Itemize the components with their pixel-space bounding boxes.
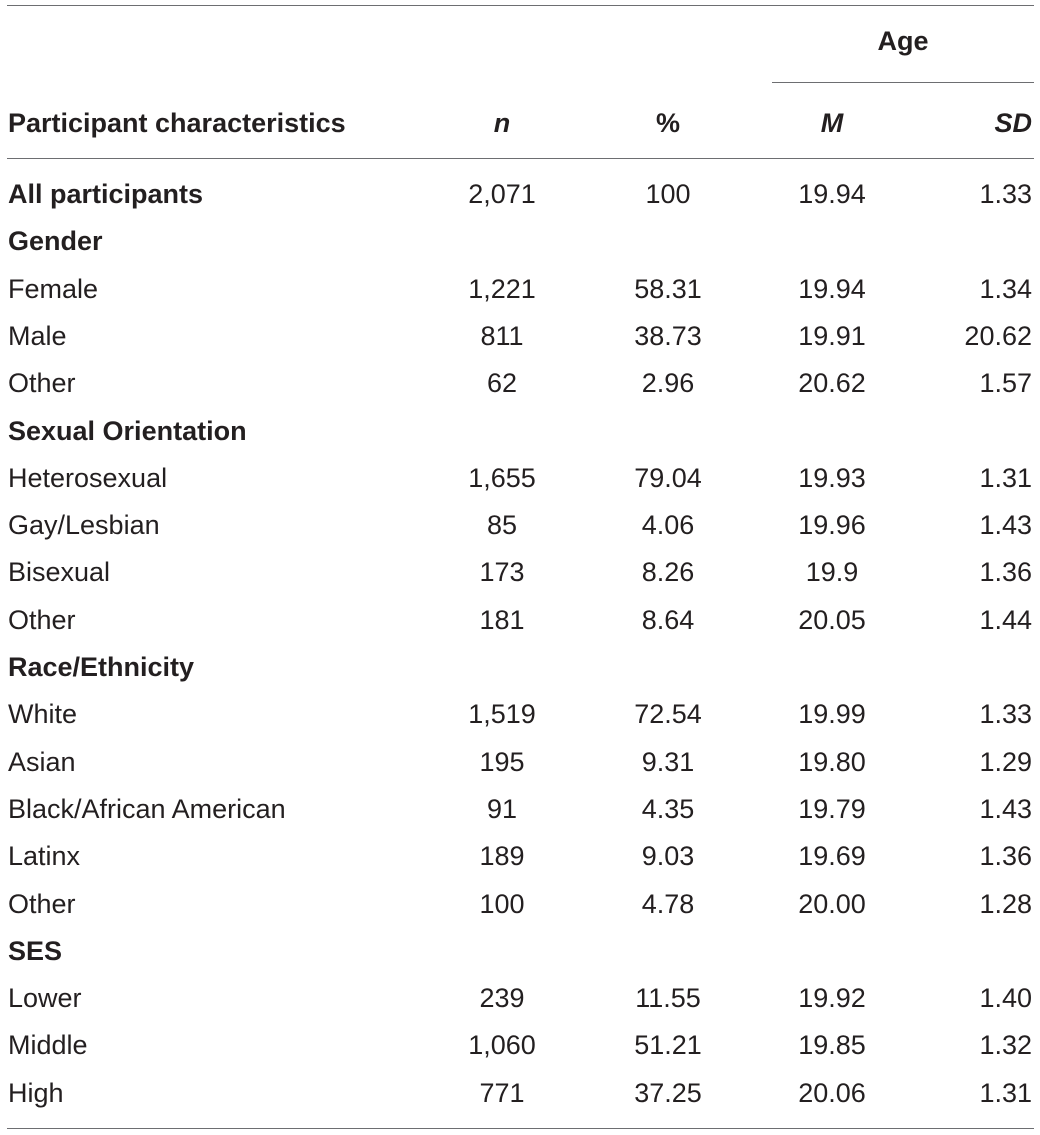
cell-percent: 37.25	[634, 1077, 702, 1108]
row-label: All participants	[8, 179, 204, 209]
cell-sd: 1.29	[979, 746, 1032, 777]
cell-mean: 19.93	[798, 462, 866, 493]
table-row	[0, 366, 1040, 400]
table-section-row	[0, 177, 1040, 211]
cell-percent: 4.78	[641, 888, 695, 919]
header-sd: SD	[994, 108, 1032, 138]
cell-percent: 38.73	[634, 320, 702, 351]
cell-n: 173	[479, 557, 525, 588]
row-label: SES	[8, 935, 63, 966]
cell-sd: 20.62	[964, 320, 1032, 351]
cell-n: 1,655	[468, 462, 536, 493]
cell-percent: 100	[645, 179, 691, 209]
cell-percent: 8.26	[641, 557, 695, 588]
cell-mean: 20.62	[798, 368, 866, 399]
row-label: Other	[8, 604, 76, 635]
cell-percent: 9.03	[641, 841, 695, 872]
top-rule	[7, 5, 1034, 6]
row-label: Black/African American	[8, 793, 286, 824]
cell-mean: 19.85	[798, 1030, 866, 1061]
row-label: Sexual Orientation	[8, 415, 247, 446]
cell-percent: 51.21	[634, 1030, 702, 1061]
row-label: Lower	[8, 983, 82, 1014]
cell-n: 1,221	[468, 273, 536, 304]
row-label: Male	[8, 320, 67, 351]
cell-n: 2,071	[468, 179, 536, 209]
header-n: n	[493, 108, 511, 138]
table-section-row	[0, 934, 1040, 968]
cell-n: 1,519	[468, 699, 536, 730]
cell-n: 85	[486, 510, 518, 541]
table-row	[0, 1028, 1040, 1062]
row-label: White	[8, 699, 78, 730]
cell-mean: 19.79	[798, 793, 866, 824]
cell-percent: 2.96	[641, 368, 695, 399]
row-label: Heterosexual	[8, 462, 168, 493]
cell-n: 100	[479, 888, 525, 919]
cell-sd: 1.32	[979, 1030, 1032, 1061]
table-row	[0, 555, 1040, 589]
cell-mean: 20.00	[798, 888, 866, 919]
table-row	[0, 792, 1040, 826]
table-row	[0, 603, 1040, 637]
cell-percent: 8.64	[641, 604, 695, 635]
table-row	[0, 272, 1040, 306]
cell-n: 811	[480, 320, 524, 351]
cell-mean: 19.96	[798, 510, 866, 541]
cell-n: 91	[486, 793, 518, 824]
cell-mean: 19.69	[798, 841, 866, 872]
cell-mean: 20.06	[798, 1077, 866, 1108]
cell-n: 189	[479, 841, 525, 872]
table-section-row	[0, 650, 1040, 684]
row-label: Race/Ethnicity	[8, 652, 195, 682]
cell-sd: 1.33	[979, 699, 1032, 730]
header-characteristics: Participant characteristics	[8, 108, 346, 138]
table-row	[0, 319, 1040, 353]
table-section-row	[0, 224, 1040, 258]
row-label: High	[8, 1077, 64, 1108]
cell-n: 181	[479, 604, 525, 635]
cell-percent: 79.04	[634, 462, 702, 493]
cell-mean: 19.99	[798, 699, 866, 730]
table-row	[0, 508, 1040, 542]
cell-sd: 1.43	[979, 510, 1032, 541]
cell-mean: 19.80	[798, 746, 866, 777]
header-rule	[7, 158, 1034, 159]
row-label: Asian	[8, 746, 76, 777]
table-row	[0, 461, 1040, 495]
cell-percent: 72.54	[634, 699, 702, 730]
cell-sd: 1.31	[979, 1077, 1032, 1108]
cell-sd: 1.57	[979, 368, 1032, 399]
cell-mean: 19.9	[805, 557, 859, 588]
row-label: Other	[8, 368, 76, 399]
cell-mean: 19.94	[798, 273, 866, 304]
cell-percent: 4.35	[641, 793, 695, 824]
bottom-rule	[7, 1128, 1034, 1129]
cell-percent: 9.31	[641, 746, 695, 777]
row-label: Female	[8, 273, 99, 304]
header-mean: M	[820, 108, 844, 138]
cell-sd: 1.28	[979, 888, 1032, 919]
row-label: Latinx	[8, 841, 81, 872]
row-label: Gay/Lesbian	[8, 510, 160, 541]
table-row	[0, 1076, 1040, 1110]
table-row	[0, 887, 1040, 921]
table-row	[0, 839, 1040, 873]
table-row	[0, 981, 1040, 1015]
cell-n: 239	[479, 983, 525, 1014]
header-row	[0, 106, 1040, 140]
cell-sd: 1.43	[979, 793, 1032, 824]
cell-sd: 1.44	[979, 604, 1032, 635]
cell-n: 771	[479, 1077, 525, 1108]
cell-n: 62	[486, 368, 518, 399]
age-group-rule	[772, 82, 1034, 83]
row-label: Middle	[8, 1030, 88, 1061]
row-label: Gender	[8, 226, 103, 257]
cell-percent: 11.55	[635, 983, 701, 1014]
cell-mean: 20.05	[798, 604, 866, 635]
cell-sd: 1.33	[979, 179, 1032, 209]
row-label: Bisexual	[8, 557, 111, 588]
cell-sd: 1.34	[979, 273, 1032, 304]
table-row	[0, 697, 1040, 731]
cell-mean: 19.94	[798, 179, 866, 209]
row-label: Other	[8, 888, 76, 919]
cell-sd: 1.40	[979, 983, 1032, 1014]
cell-mean: 19.92	[798, 983, 866, 1014]
cell-n: 195	[479, 746, 525, 777]
cell-n: 1,060	[468, 1030, 536, 1061]
age-group-header: Age	[877, 26, 929, 56]
cell-sd: 1.31	[979, 462, 1032, 493]
table-row	[0, 745, 1040, 779]
header-percent: %	[655, 108, 680, 138]
cell-percent: 4.06	[641, 510, 695, 541]
cell-sd: 1.36	[979, 557, 1032, 588]
cell-mean: 19.91	[798, 320, 866, 351]
cell-sd: 1.36	[979, 841, 1032, 872]
cell-percent: 58.31	[634, 273, 702, 304]
table-section-row	[0, 414, 1040, 448]
